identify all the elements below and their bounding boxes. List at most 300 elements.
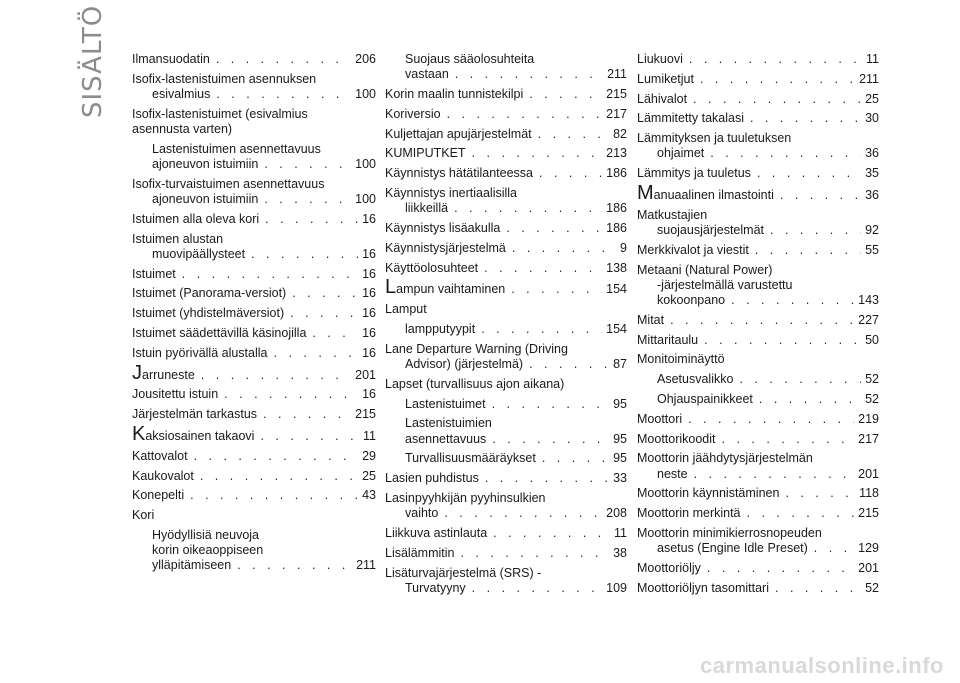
index-entry-line: [132, 449, 376, 464]
index-entry-text: Ilmansuodatin: [132, 52, 210, 66]
page-number: 16: [362, 211, 376, 226]
index-entry: [637, 263, 879, 309]
index-entry: [385, 491, 627, 521]
index-entry: [637, 208, 879, 238]
index-entry-text: Käynnistys hätätilanteessa: [385, 166, 534, 181]
index-entry-line: [385, 566, 627, 581]
page-number: 82: [613, 126, 627, 141]
index-entry-text: Lämmityksen ja tuuletuksen: [637, 131, 792, 146]
index-entry-line: [637, 506, 879, 521]
index-entry: [385, 322, 627, 337]
index-entry-line: [385, 581, 627, 596]
index-entry: [637, 561, 879, 576]
section-title-vertical: SISÄLTÖ: [78, 4, 108, 118]
leader-dots: [260, 429, 359, 444]
page-number: 52: [865, 580, 879, 595]
index-entry-text: Käynnistys inertiaalisilla: [385, 185, 518, 200]
index-entry-line: [385, 276, 627, 299]
page-number: 92: [865, 222, 879, 237]
index-entry-text: lampputyypit: [405, 321, 476, 336]
index-entry-text: Lastenistuimet: [405, 396, 486, 411]
page-number: 208: [606, 506, 627, 521]
index-entry-line: [132, 361, 376, 384]
index-entry-text: korin oikeaoppiseen: [152, 543, 264, 558]
index-entry-text: Liikkuva astinlauta: [385, 525, 488, 540]
leader-dots: [670, 313, 854, 328]
index-entry-text: Advisor) (järjestelmä): [405, 356, 524, 371]
index-entry-text: neste: [657, 466, 688, 481]
page-number: 217: [606, 106, 627, 121]
leader-dots: [704, 333, 861, 348]
leader-dots: [274, 346, 359, 361]
index-entry-line: [132, 212, 376, 227]
index-entry-line: [132, 267, 376, 282]
index-entry-line: [385, 416, 627, 431]
index-entry-line: [637, 372, 879, 387]
index-entry-line: [132, 407, 376, 422]
index-entry-text: Lämmitys ja tuuletus: [637, 166, 751, 181]
leader-dots: [265, 212, 358, 227]
index-entry-line: [385, 432, 627, 447]
leader-dots: [710, 146, 861, 161]
leader-dots: [444, 506, 602, 521]
index-entry-text: ajoneuvon istuimiin: [152, 157, 259, 171]
page-number: 143: [858, 292, 879, 307]
index-column-1: [132, 52, 376, 578]
index-entry: [385, 52, 627, 82]
index-entry-text: Kattovalot: [132, 448, 188, 463]
page-number: 129: [858, 541, 879, 556]
index-entry-line: [637, 392, 879, 407]
page-number: 138: [606, 260, 627, 275]
page-number: 55: [865, 242, 879, 257]
index-entry-text: muovipäällysteet: [152, 246, 246, 261]
watermark-text: carmanualsonline.info: [700, 653, 944, 678]
index-entry-text: Turvatyyny: [405, 580, 466, 595]
leader-dots: [694, 467, 855, 482]
index-entry-line: [385, 546, 627, 561]
index-entry-text: asetus (Engine Idle Preset): [657, 541, 808, 556]
index-entry-text: kokoonpano: [657, 292, 726, 307]
index-entry-text: Lasien puhdistus: [385, 471, 479, 486]
index-entry: [385, 342, 627, 372]
index-entry-line: [385, 491, 627, 506]
index-entry-text: Istuin pyörivällä alustalla: [132, 345, 268, 360]
index-entry: [385, 566, 627, 596]
index-entry-text: Istuimet säädettävillä käsinojilla: [132, 325, 307, 340]
index-entry-line: [132, 488, 376, 503]
section-letter: J: [132, 361, 142, 384]
index-entry-text: vaihto: [405, 506, 439, 521]
leader-dots: [731, 293, 854, 308]
index-entry: [132, 407, 376, 422]
index-entry-line: [132, 286, 376, 301]
leader-dots: [539, 166, 602, 181]
leader-dots: [455, 67, 603, 82]
index-entry-text: anuaalinen ilmastointi: [653, 187, 774, 202]
index-entry-line: [132, 326, 376, 341]
index-entry: [637, 526, 879, 556]
page-number: 201: [355, 367, 376, 382]
leader-dots: [529, 87, 602, 102]
page-number: 11: [363, 428, 376, 443]
index-entry-line: [385, 166, 627, 181]
index-entry: [385, 261, 627, 276]
index-entry-line: [637, 243, 879, 258]
leader-dots: [216, 87, 351, 102]
index-entry-line: [637, 467, 879, 482]
index-entry: [637, 432, 879, 447]
index-entry-text: Merkkivalot ja viestit: [637, 242, 749, 257]
index-entry: [637, 111, 879, 126]
index-entry-line: [637, 263, 879, 278]
leader-dots: [485, 471, 609, 486]
leader-dots: [182, 267, 358, 282]
leader-dots: [693, 92, 861, 107]
index-entry-text: Moottorin käynnistäminen: [637, 486, 780, 501]
index-entry-line: [385, 221, 627, 236]
page-number: 109: [606, 580, 627, 595]
index-entry-line: [637, 333, 879, 348]
index-entry: [637, 372, 879, 387]
index-entry: [132, 449, 376, 464]
index-entry: [132, 508, 376, 523]
leader-dots: [194, 449, 359, 464]
index-entry-text: ylläpitämiseen: [152, 558, 232, 573]
index-entry-text: Lasinpyyhkijän pyyhinsulkien: [385, 490, 546, 505]
page-number: 215: [355, 407, 376, 422]
index-entry-text: Liukuovi: [637, 52, 683, 66]
leader-dots: [814, 541, 854, 556]
index-entry-line: [385, 357, 627, 372]
index-entry-line: [637, 131, 879, 146]
index-entry-text: Lapset (turvallisuus ajon aikana): [385, 376, 565, 391]
index-entry-line: [132, 422, 376, 445]
page-number: 186: [606, 166, 627, 181]
index-entry-line: [637, 412, 879, 427]
leader-dots: [529, 357, 609, 372]
index-entry-text: arruneste: [142, 367, 195, 382]
page-number: 36: [865, 146, 879, 161]
index-entry-text: Moottorin merkintä: [637, 506, 741, 521]
index-entry: [132, 267, 376, 282]
index-entry-line: [385, 451, 627, 466]
leader-dots: [722, 432, 855, 447]
index-entry-line: [385, 506, 627, 521]
index-entry: [385, 416, 627, 446]
index-entry-text: Lämmitetty takalasi: [637, 111, 744, 126]
index-entry-text: Moottorin minimikierrosnopeuden: [637, 525, 822, 540]
index-entry-text: Istuimen alla oleva kori: [132, 211, 260, 226]
index-entry-line: [385, 107, 627, 122]
index-entry-line: [385, 67, 627, 82]
page-number: 29: [362, 448, 376, 463]
index-entry-text: Isofix-turvaistuimen asennettavuus: [132, 176, 325, 191]
page-number: 206: [355, 52, 376, 66]
index-column-3: [637, 52, 879, 601]
leader-dots: [292, 286, 358, 301]
page-number: 217: [858, 431, 879, 446]
leader-dots: [492, 397, 609, 412]
index-entry: [132, 346, 376, 361]
index-entry-text: ajoneuvon istuimiin: [152, 192, 259, 206]
leader-dots: [750, 111, 861, 126]
index-entry-line: [637, 561, 879, 576]
index-entry-line: [637, 111, 879, 126]
index-entry-text: Järjestelmän tarkastus: [132, 407, 258, 422]
page-number: 211: [356, 558, 376, 573]
leader-dots: [770, 223, 861, 238]
index-entry: [385, 166, 627, 181]
leader-dots: [472, 146, 603, 161]
leader-dots: [224, 387, 358, 402]
index-entry-line: [132, 508, 376, 523]
leader-dots: [512, 241, 616, 256]
index-entry-text: Käynnistysjärjestelmä: [385, 240, 506, 255]
index-entry-line: [132, 87, 376, 102]
index-entry-line: [385, 471, 627, 486]
leader-dots: [759, 392, 861, 407]
index-entry: [132, 52, 376, 67]
index-entry: [637, 506, 879, 521]
index-entry-line: [132, 157, 376, 172]
page-number: 16: [362, 345, 376, 360]
index-entry-text: esivalmius: [152, 87, 211, 101]
index-entry-line: [385, 526, 627, 541]
index-entry-text: Lamput: [385, 302, 427, 317]
index-entry: [132, 422, 376, 445]
index-entry-line: [385, 342, 627, 357]
section-letter: L: [385, 276, 397, 299]
index-entry-line: [385, 52, 627, 67]
leader-dots: [312, 326, 358, 341]
index-entry: [637, 451, 879, 481]
index-entry: [385, 241, 627, 256]
page-number: 215: [606, 87, 627, 101]
index-entry-line: [637, 72, 879, 87]
page-number: 16: [362, 266, 376, 281]
index-entry: [132, 212, 376, 227]
index-entry-text: Turvallisuusmääräykset: [405, 451, 536, 466]
index-entry: [637, 72, 879, 87]
index-entry-line: [132, 558, 376, 573]
leader-dots: [542, 451, 609, 466]
page-number: 154: [606, 282, 627, 297]
index-entry-line: [637, 181, 879, 204]
index-entry: [132, 306, 376, 321]
index-entry: [385, 87, 627, 102]
section-letter: K: [132, 422, 146, 445]
page-number: 211: [607, 67, 627, 82]
index-entry: [637, 181, 879, 204]
leader-dots: [700, 72, 855, 87]
index-entry-line: [132, 232, 376, 247]
page-number: 52: [865, 391, 879, 406]
index-entry-text: ohjaimet: [657, 146, 705, 161]
page-number: 118: [859, 486, 879, 501]
index-entry-line: [637, 432, 879, 447]
index-entry-text: Mitat: [637, 312, 665, 327]
index-entry-text: Käynnistys lisäakulla: [385, 220, 501, 235]
leader-dots: [472, 581, 602, 596]
index-entry: [132, 72, 376, 102]
index-entry-line: [637, 92, 879, 107]
leader-dots: [484, 261, 602, 276]
index-entry-line: [385, 397, 627, 412]
index-entry-text: Monitoiminäyttö: [637, 352, 725, 367]
index-entry-text: Lisäturvajärjestelmä (SRS) -: [385, 565, 542, 580]
index-entry-line: [132, 192, 376, 207]
index-entry-line: [385, 261, 627, 276]
leader-dots: [454, 201, 602, 216]
leader-dots: [264, 157, 351, 172]
index-column-2: [385, 52, 627, 601]
index-entry-line: [132, 142, 376, 157]
index-entry-line: [385, 127, 627, 142]
leader-dots: [264, 192, 351, 207]
leader-dots: [511, 282, 602, 297]
index-entry-text: Metaani (Natural Power): [637, 262, 773, 277]
index-entry: [637, 581, 879, 596]
index-entry-text: Ohjauspainikkeet: [657, 391, 753, 406]
index-entry-text: Isofix-lastenistuimet (esivalmius: [132, 106, 308, 121]
index-entry-line: [132, 387, 376, 402]
page-number: 36: [865, 187, 879, 202]
index-entry: [637, 352, 879, 367]
index-entry: [385, 127, 627, 142]
index-entry-text: Lastenistuimien: [405, 416, 492, 431]
index-entry: [132, 326, 376, 341]
index-entry-text: Käyttöolosuhteet: [385, 260, 479, 275]
leader-dots: [447, 107, 603, 122]
page-number: 213: [606, 146, 627, 161]
index-entry: [132, 232, 376, 262]
leader-dots: [216, 52, 351, 67]
index-entry-text: Moottori: [637, 411, 683, 426]
index-entry: [385, 221, 627, 236]
page-number: 16: [362, 246, 376, 261]
index-entry: [132, 528, 376, 574]
index-entry-line: [637, 313, 879, 328]
index-entry-text: asennusta varten): [132, 122, 233, 136]
leader-dots: [538, 127, 609, 142]
index-entry-text: Moottoriöljyn tasomittari: [637, 580, 769, 595]
index-entry: [385, 107, 627, 122]
leader-dots: [755, 243, 861, 258]
index-entry-line: [385, 377, 627, 392]
index-entry-line: [637, 451, 879, 466]
section-letter: M: [637, 181, 654, 204]
index-entry: [637, 52, 879, 67]
index-entry-text: Kori: [132, 508, 155, 523]
index-entry-text: Matkustajien: [637, 207, 708, 222]
leader-dots: [785, 486, 855, 501]
index-entry: [385, 546, 627, 561]
leader-dots: [688, 412, 854, 427]
index-entry: [637, 486, 879, 501]
index-entry: [132, 107, 376, 137]
index-entry-text: Moottorikoodit: [637, 431, 716, 446]
index-entry-text: Istuimet: [132, 266, 176, 281]
page-number: 215: [858, 506, 879, 521]
index-entry: [637, 412, 879, 427]
index-entry-text: Moottoriöljy: [637, 560, 701, 575]
page-number: 43: [362, 488, 376, 503]
index-entry: [132, 387, 376, 402]
index-entry-text: Korin maalin tunnistekilpi: [385, 87, 524, 101]
index-entry: [385, 471, 627, 486]
index-entry-line: [132, 177, 376, 192]
index-entry-line: [132, 469, 376, 484]
index-entry-line: [637, 541, 879, 556]
leader-dots: [290, 306, 358, 321]
index-entry: [637, 166, 879, 181]
index-entry-text: Istuimen alustan: [132, 231, 224, 246]
index-entry-line: [385, 186, 627, 201]
index-entry-text: suojausjärjestelmät: [657, 222, 764, 237]
page-number: 186: [606, 220, 627, 235]
leader-dots: [739, 372, 861, 387]
index-entry-line: [637, 526, 879, 541]
index-entry-text: Mittaritaulu: [637, 332, 699, 347]
index-entry-text: Lastenistuimen asennettavuus: [152, 141, 321, 156]
leader-dots: [237, 558, 352, 573]
page-number: 186: [606, 201, 627, 216]
page-number: 154: [606, 321, 627, 336]
page-number: 11: [614, 525, 627, 540]
page-number: 201: [858, 560, 879, 575]
index-entry-line: [637, 146, 879, 161]
index-entry-text: vastaan: [405, 67, 449, 82]
index-entry-line: [637, 208, 879, 223]
index-entry-line: [132, 122, 376, 137]
index-entry-line: [385, 146, 627, 161]
index-entry-text: KUMIPUTKET: [385, 146, 466, 161]
index-entry-text: Konepelti: [132, 488, 185, 503]
index-entry: [385, 276, 627, 299]
leader-dots: [481, 322, 602, 337]
index-entry-text: Koriversio: [385, 106, 441, 121]
index-entry-line: [132, 306, 376, 321]
index-entry-line: [132, 247, 376, 262]
leader-dots: [251, 247, 358, 262]
leader-dots: [775, 581, 861, 596]
index-entry-line: [132, 52, 376, 67]
index-entry-text: liikkeillä: [405, 201, 449, 216]
leader-dots: [460, 546, 609, 561]
index-entry: [132, 286, 376, 301]
index-entry-text: Lane Departure Warning (Driving: [385, 341, 568, 356]
leader-dots: [506, 221, 602, 236]
index-entry-line: [637, 278, 879, 293]
page-number: 100: [355, 87, 376, 101]
index-entry-text: Isofix-lastenistuimen asennuksen: [132, 71, 317, 86]
index-entry-text: Istuimet (yhdistelmäversiot): [132, 306, 285, 321]
index-entry-text: Jousitettu istuin: [132, 387, 219, 402]
index-entry: [132, 142, 376, 172]
page-number: 25: [362, 468, 376, 483]
leader-dots: [689, 52, 862, 67]
page-number: 9: [620, 240, 627, 255]
index-entry: [385, 302, 627, 317]
index-entry: [385, 146, 627, 161]
page-number: 95: [613, 431, 627, 446]
index-entry-line: [132, 543, 376, 558]
page-number: 11: [866, 52, 879, 66]
page-number: 16: [362, 286, 376, 301]
page-number: 16: [362, 387, 376, 402]
index-entry-line: [385, 241, 627, 256]
